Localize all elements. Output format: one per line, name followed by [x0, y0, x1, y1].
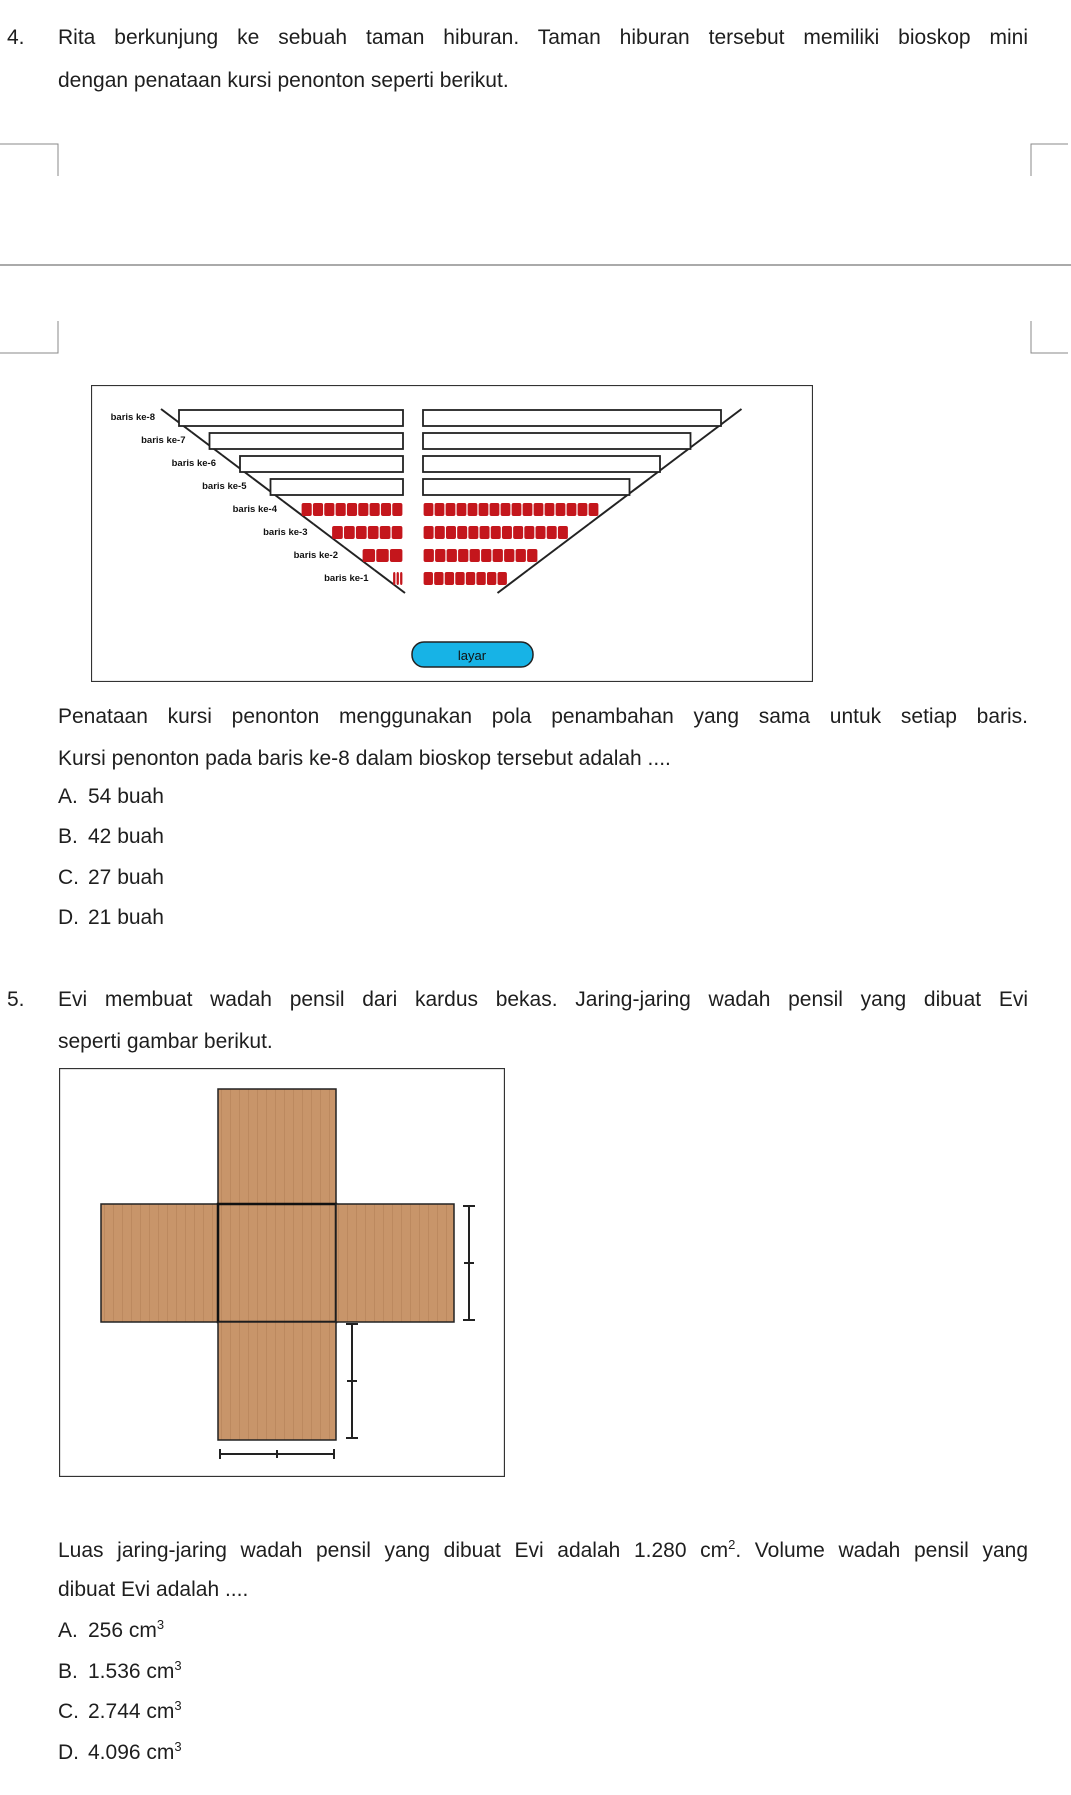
page-divider-marks	[0, 130, 1071, 390]
q5-text-line2: seperti gambar berikut.	[58, 1030, 273, 1053]
seat-icon	[536, 526, 546, 539]
q5-text-line1: Evi membuat wadah pensil dari kardus bekas. Jaring-jaring wadah pensil yang dibuat Evi	[58, 988, 1028, 1011]
empty-row-block-right	[423, 456, 660, 472]
q5-option-b[interactable]: B. 1.536 $cm^3$	[58, 1658, 182, 1683]
seat-icon	[445, 572, 454, 585]
q5-option-a[interactable]: A. 256 $cm^3$	[58, 1617, 165, 1642]
q4-text-line1: Rita berkunjung ke sebuah taman hiburan. Taman hiburan tersebut memiliki bioskop mini	[58, 26, 1028, 49]
seat-icon	[516, 549, 526, 562]
seat-icon	[481, 549, 491, 562]
seat-icon	[470, 549, 480, 562]
empty-row-block-left	[271, 479, 404, 495]
seat-icon	[400, 572, 402, 585]
seat-icon	[545, 503, 555, 516]
seat-icon	[567, 503, 577, 516]
q4-question: Kursi penonton pada baris ke-8 dalam bioskop tersebut adalah ....	[58, 747, 671, 770]
seat-icon	[487, 572, 496, 585]
q4-option-a[interactable]: A. 54 buah	[58, 785, 164, 808]
seat-icon	[493, 549, 503, 562]
q4-option-b[interactable]: B. 42 buah	[58, 825, 164, 848]
seat-icon	[435, 549, 445, 562]
seat-icon	[534, 503, 544, 516]
empty-row-block-right	[423, 410, 721, 426]
seat-icon	[446, 526, 456, 539]
seat-icon	[490, 503, 500, 516]
q5-option-c[interactable]: C. 2.744 $cm^3$	[58, 1698, 182, 1723]
seat-icon	[457, 503, 467, 516]
seat-icon	[368, 526, 379, 539]
net-face-left	[101, 1204, 218, 1322]
seat-icon	[392, 526, 403, 539]
seat-icon	[356, 526, 367, 539]
seat-icon	[491, 526, 501, 539]
row-label: baris ke-1	[324, 573, 369, 584]
seat-icon	[424, 549, 434, 562]
seat-icon	[347, 503, 357, 516]
q5-option-d[interactable]: D. 4.096 $cm^3$	[58, 1739, 182, 1764]
q4-text-pattern: Penataan kursi penonton menggunakan pola penambahan yang sama untuk setiap baris.	[58, 705, 1028, 728]
seat-icon	[523, 503, 533, 516]
seat-icon	[376, 549, 388, 562]
seat-icon	[435, 503, 445, 516]
seat-icon	[479, 503, 489, 516]
q5-question: dibuat Evi adalah ....	[58, 1578, 249, 1601]
q4-number: 4.	[7, 26, 25, 49]
seat-icon	[336, 503, 346, 516]
seat-icon	[513, 526, 523, 539]
seat-icon	[390, 549, 402, 562]
screen	[412, 642, 533, 667]
seat-icon	[556, 503, 566, 516]
seat-icon	[558, 526, 568, 539]
seat-icon	[324, 503, 334, 516]
seat-icon	[578, 503, 588, 516]
seat-icon	[468, 526, 478, 539]
seat-icon	[446, 503, 456, 516]
net-face-top	[218, 1089, 336, 1204]
seat-icon	[476, 572, 485, 585]
seat-icon	[455, 572, 464, 585]
seat-icon	[381, 503, 391, 516]
net-face-bottom	[218, 1322, 336, 1440]
seat-icon	[447, 549, 457, 562]
empty-row-block-right	[423, 479, 630, 495]
q5-number: 5.	[7, 988, 25, 1011]
seat-icon	[458, 549, 468, 562]
cardboard-net-figure	[59, 1068, 505, 1477]
seat-icon	[380, 526, 391, 539]
empty-row-block-left	[240, 456, 403, 472]
seat-icon	[527, 549, 537, 562]
seat-icon	[435, 526, 445, 539]
row-label: baris ke-6	[171, 458, 216, 469]
row-label: baris ke-2	[293, 550, 338, 561]
q4-option-c[interactable]: C. 27 buah	[58, 866, 164, 889]
seat-icon	[480, 526, 490, 539]
seat-icon	[392, 503, 402, 516]
empty-row-block-left	[210, 433, 404, 449]
seat-icon	[498, 572, 507, 585]
seat-icon	[332, 526, 343, 539]
screen-label: layar	[457, 648, 487, 663]
empty-row-block-right	[423, 433, 691, 449]
empty-row-block-left	[179, 410, 403, 426]
row-label: baris ke-8	[110, 412, 155, 423]
seat-icon	[502, 526, 512, 539]
q5-text-area: Luas jaring-jaring wadah pensil yang dibuat Evi adalah 1.280 $cm^2$. Volume wadah pensil yang	[58, 1537, 1028, 1562]
seat-icon	[363, 549, 375, 562]
seat-icon	[424, 572, 433, 585]
row-label: baris ke-3	[263, 527, 308, 538]
seat-icon	[501, 503, 511, 516]
row-label: baris ke-4	[232, 504, 277, 515]
seat-icon	[457, 526, 467, 539]
cinema-seating-figure	[91, 385, 813, 682]
seat-icon	[358, 503, 368, 516]
seat-icon	[370, 503, 380, 516]
net-face-center	[218, 1204, 336, 1322]
seat-icon	[424, 503, 434, 516]
seat-icon	[547, 526, 557, 539]
seat-icon	[468, 503, 478, 516]
row-label: baris ke-7	[141, 435, 186, 446]
seat-icon	[466, 572, 475, 585]
seat-icon	[393, 572, 395, 585]
seat-icon	[313, 503, 323, 516]
q4-text-line2: dengan penataan kursi penonton seperti berikut.	[58, 69, 509, 92]
seat-icon	[397, 572, 399, 585]
seat-icon	[512, 503, 522, 516]
seat-icon	[504, 549, 514, 562]
seat-icon	[434, 572, 443, 585]
seat-icon	[344, 526, 355, 539]
row-label: baris ke-5	[202, 481, 247, 492]
seat-icon	[524, 526, 534, 539]
seat-icon	[589, 503, 599, 516]
net-face-right	[336, 1204, 454, 1322]
seat-icon	[424, 526, 434, 539]
seat-icon	[302, 503, 312, 516]
q4-option-d[interactable]: D. 21 buah	[58, 906, 164, 929]
